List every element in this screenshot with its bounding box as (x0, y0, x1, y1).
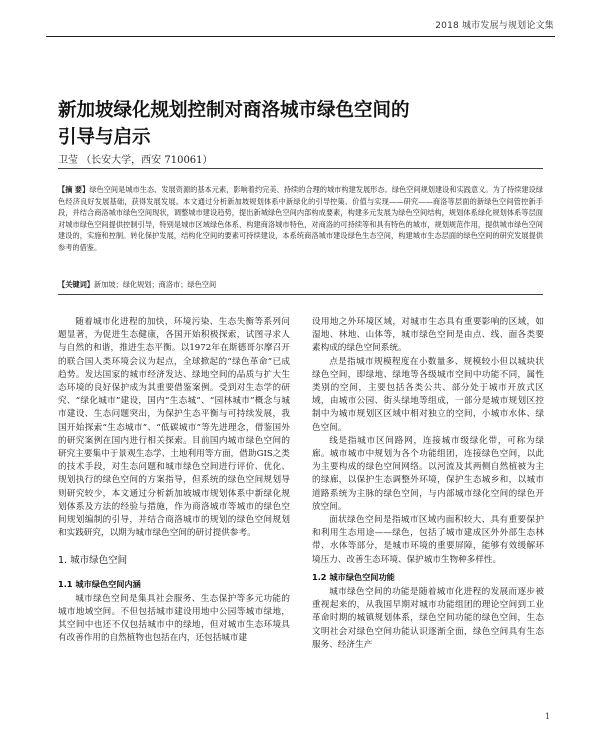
page-number: 1 (544, 712, 550, 721)
left-column (58, 316, 290, 646)
header-rule (46, 36, 555, 37)
author-affiliation: 卫莹 （长安大学，西安 710061） (58, 155, 213, 166)
subsection-heading-1-2: 1.2 城市绿色空间功能 (312, 571, 395, 582)
section-heading-1: 1. 城市绿色空间 (58, 555, 128, 567)
keywords-text: 新加坡；绿化规划；商洛市；绿色空间 (93, 280, 217, 289)
paper-title (58, 97, 538, 151)
paragraph-point-space: 点是指城市规模程度在小数量多、规模较小但以城块状绿色空间，即绿地、绿地等各级城市空间中功能不同，属性类别的空间，主要包括各类公共、部分处于城市开放式区域，由城市公园、街头绿地等组成，一部分是城市规划区控制中为城市规划区区域中相对独立的空间，小城市水体、绿色空间。 (312, 356, 544, 433)
paragraph-1-2: 城市绿色空间的功能是随着城市化进程的发展而逐步被重视起来的，从我国早期对城市功能组团的理论空间到工业革命时期的城镇规划体系，绿色空间功能的绿色空间，生态文明社会对绿色空间功能认识逐渐全面，绿色空间具有生态服务、经济生产 (312, 587, 544, 650)
paragraph-1-1: 城市绿色空间是集具社会服务、生态保护等多元功能的城市地域空间。不但包括城市建设用地中公园等城市绿地，其空间中也还不仅包括城市中的绿地，但对城市生态环境具有改善作用的自然植物也包括在内，还包括城市建 (58, 593, 290, 644)
paragraph-area-space: 面状绿色空间是指城市区域内面积较大、具有重要保护和利用生态用途——绿色，包括了城市建成区外外部生态林带、水体等部分，是城市环境的重要屏障，能够有效缓解环境压力、改善生态环境、保护城市生物种多样性。 (312, 515, 544, 565)
keywords-rule (58, 294, 543, 295)
intro-paragraph: 随着城市化进程的加快，环境污染、生态失衡等系列问题显著，为促进生态健康，各国开始积极探索，试图寻求人与自然的和谐，推进生态平衡。以1972年在斯德哥尔摩召开的联合国人类环境会议为起点，全球掀起的“绿色革命”已成趋势。发达国家的城市经济发达、绿地空间的品质与扩大生态环境的良好保护成为其重要借鉴案例。受到对生态学的研究、“绿化城市”建设，国内“生态城”、“园林城市”概念与城市建设、生态问题突出，为保护生态平衡与可持续发展，我国开始探索“生态城市”、“低碳城市”等先进理念，借鉴国外的研究案例在国内进行相关探索。目前国内城市绿色空间的研究主要集中于景观生态学、土地利用等方面，借助GIS之类的技术手段，对生态问题和城市绿色空间进行评价、优化、规划执行的绿色空间的方案指导，但系统的绿色空间规划导则研究较少，本文通过分析新加坡城市规划体系中新绿化规划体系及方法的经验与措施，作为商洛城市等城市的绿色空间规划编制的引导，并结合商洛城市的规划的绿色空间规划和实践研究，以期为城市绿色空间的研讨提供参考。 (58, 317, 290, 539)
abstract-label: 【摘 要】 (58, 185, 90, 194)
paragraph-continued: 设用地之外环境区域，对城市生态具有重要影响的区域，如湿地、林地、山体等，城市绿色空间是由点、线、面各类要素构成的绿色空间系统。 (312, 317, 544, 354)
paragraph-line-space: 线是指城市区间路网，连接城市级绿化带，可称为绿廊。城市城市中规划为各个功能组团，连接绿色空间，以此为主要构成的绿色空间网络。以河流及其两侧自然植被为主的绿廊，以保护生态调整外环境，保护生态城乡和，以城市道路系统为主脉的绿色空间，与内部城市绿化空间的绿色开放空间。 (312, 435, 544, 512)
running-header: 2018 城市发展与规划论文集 (435, 21, 554, 31)
abstract-text: 绿色空间是城市生态、发展资源的基本元素，影响着约完美、持续的合理的城市构建发展形态。绿色空间规划建设和实践意义。为了持续建设绿色经济良好发展基础，获得发展发展。本文通过分析新加坡规划体系中新绿化的引导控策、价值与实现——研究——商洛等层面的新绿色空间管控新手段，并结合商洛城市绿色空间现状，调整城市建设趋势，提出新城绿色空间内部构成要素，构建多元发展为绿色空间结构，规划体系绿化规划体系等层面对城市绿色空间提供控制引导，特别是城市区域绿色体系、构建商洛城市特色，对商洛的可持续等和具有特色的城市，规划规范作用，提供城市绿色空间建设的，实施和控制。转化保护发展，结构化空间的要素可持续建设，本系统商洛城市建设绿色生态空间，构建城市生态层面的绿色空间的研究发展提供参考的借鉴。 (58, 185, 543, 252)
title-line-1: 新加坡绿化规划控制对商洛城市绿色空间的 (58, 100, 410, 121)
abstract (58, 184, 543, 254)
right-column (312, 316, 544, 652)
subsection-heading-1-1: 1.1 城市绿色空间内涵 (58, 578, 141, 589)
keywords-label: 【关键词】 (58, 280, 94, 289)
title-line-2: 引导与启示 (58, 127, 151, 148)
keywords (58, 279, 543, 290)
author-rule (58, 168, 543, 169)
